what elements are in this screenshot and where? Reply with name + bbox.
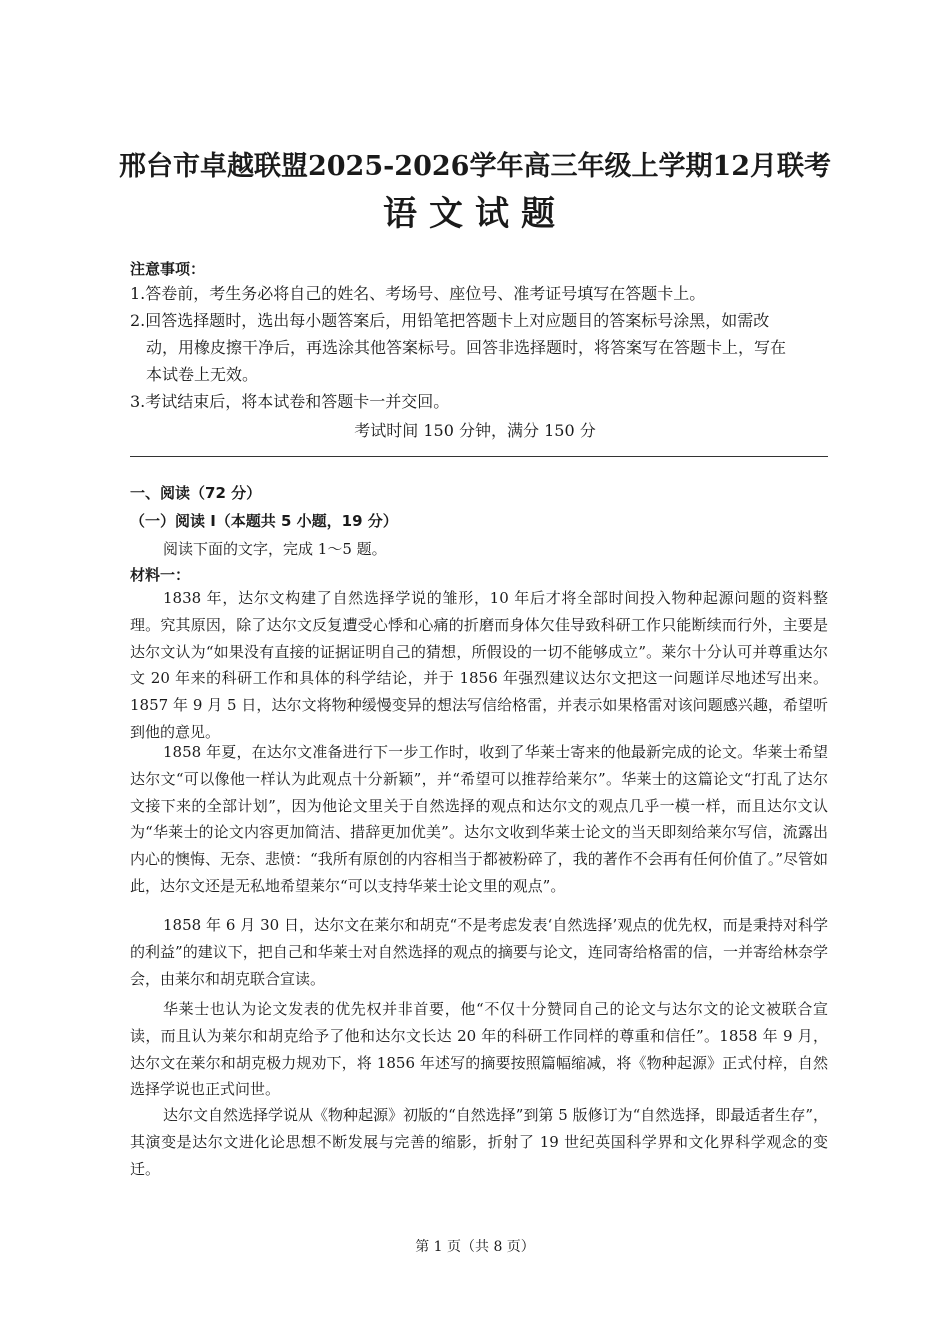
note-item-2-line-1: 2.回答选择题时，选出每小题答案后，用铅笔把答题卡上对应题目的答案标号涂黑，如需改 <box>130 311 770 330</box>
section-heading: 一、阅读（72 分） <box>130 484 262 502</box>
exam-time: 考试时间 150 分钟，满分 150 分 <box>354 421 596 440</box>
exam-title: 邢台市卓越联盟2025-2026学年高三年级上学期12月联考 <box>118 151 832 182</box>
sub-section-heading: （一）阅读 I（本题共 5 小题，19 分） <box>130 512 398 530</box>
page-number: 第 1 页（共 8 页） <box>415 1239 535 1255</box>
divider-line <box>130 456 828 457</box>
note-item-2-line-2: 动，用橡皮擦干净后，再选涂其他答案标号。回答非选择题时，将答案写在答题卡上，写在 <box>146 338 787 357</box>
paragraph-5: 达尔文自然选择学说从《物种起源》初版的“自然选择”到第 5 版修订为“自然选择，即最适者生存”，其演变是达尔文进化论思想不断发展与完善的缩影，折射了 19 世纪英国科学界和文化界科学观念的变迁。 <box>130 1106 828 1178</box>
material-label: 材料一： <box>130 566 191 584</box>
paragraph-2: 1858 年夏，在达尔文准备进行下一步工作时，收到了华莱士寄来的他最新完成的论文。华莱士希望达尔文“可以像他一样认为此观点十分新颖”，并“希望可以推荐给莱尔”。华莱士的这篇论文“打乱了达尔文接下来的全部计划”，因为他论文里关于自然选择的观点和达尔文的观点几乎一模一样，而且达尔文认为“华莱士的论文内容更加简洁、措辞更加优美”。达尔文收到华莱士论文的当天即刻给莱尔写信，流露出内心的懊悔、无奈、悲愤：“我所有原创的内容相当于都被粉碎了，我的著作不会再有任何价值了。”尽管如此，达尔文还是无私地希望莱尔“可以支持华莱士论文里的观点”。 <box>130 743 828 895</box>
note-item-2 <box>130 307 830 388</box>
paragraph-4: 华莱士也认为论文发表的优先权并非首要，他“不仅十分赞同自己的论文与达尔文的论文被联合宣读，而且认为莱尔和胡克给予了他和达尔文长达 20 年的科研工作同样的尊重和信任”。1858 年 9 月，达尔文在莱尔和胡克极力规劝下，将 1856 年述写的摘要按照篇幅缩减，将《物种起源》正式付梓，自然选择学说也正式问世。 <box>130 1000 828 1099</box>
subject-title: 语文试题 <box>383 194 567 234</box>
note-item-1: 1.答卷前，考生务必将自己的姓名、考场号、座位号、准考证号填写在答题卡上。 <box>130 284 706 303</box>
paragraph-3: 1858 年 6 月 30 日，达尔文在莱尔和胡克“不是考虑发表‘自然选择’观点的优先权，而是秉持对科学的利益”的建议下，把自己和华莱士对自然选择的观点的摘要与论文，连同寄给格雷的信，一并寄给林奈学会，由莱尔和胡克联合宣读。 <box>130 916 828 988</box>
note-item-2-line-3: 本试卷上无效。 <box>146 365 259 384</box>
notes-heading: 注意事项： <box>130 260 206 278</box>
paragraph-1: 1838 年，达尔文构建了自然选择学说的雏形，10 年后才将全部时间投入物种起源问题的资料整理。究其原因，除了达尔文反复遭受心悸和心痛的折磨而身体欠佳导致科研工作只能断续而行外，主要是达尔文认为“如果没有直接的证据证明自己的猜想，所假设的一切不能够成立”。莱尔十分认可并尊重达尔文 20 年来的科研工作和具体的科学结论，并于 1856 年强烈建议达尔文把这一问题详尽地述写出来。1857 年 9 月 5 日，达尔文将物种缓慢变异的想法写信给格雷，并表示如果格雷对该问题感兴趣，希望听到他的意见。 <box>130 589 828 741</box>
note-item-3: 3.考试结束后，将本试卷和答题卡一并交回。 <box>130 392 450 411</box>
reading-instruction: 阅读下面的文字，完成 1～5 题。 <box>163 540 387 558</box>
